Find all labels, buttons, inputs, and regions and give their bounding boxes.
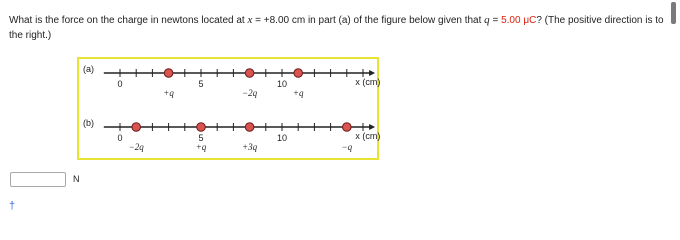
row-b-charge (343, 123, 352, 132)
row-b-axis-label: x (cm) (355, 131, 381, 141)
row-a-tag: (a) (83, 64, 94, 74)
q-variable: q (484, 14, 490, 26)
row-a-charge-label: +q (163, 88, 174, 98)
question-text (9, 13, 664, 43)
row-b-charge-label: −2q (128, 142, 144, 152)
row-a-charge (245, 69, 254, 78)
question-part: = +8.00 cm in part (a) of the figure below given that (252, 15, 485, 26)
row-b-tick-label: 0 (117, 133, 123, 143)
charge-value: 5.00 μC (501, 15, 537, 26)
row-a-charge-label: +q (292, 88, 304, 98)
row-b-charge-label: +3q (242, 142, 258, 152)
row-b-charge (245, 123, 254, 132)
row-b-charge (132, 123, 141, 132)
row-b-tag: (b) (83, 118, 94, 128)
question-part: = (489, 15, 502, 26)
row-b-charge-label: −q (341, 142, 353, 152)
row-a-tick-label: 0 (117, 79, 123, 89)
question-part: ? (The positive direction is to the right.) (9, 15, 664, 41)
row-b-tick-label: 5 (198, 133, 204, 143)
row-a-axis-arrow (369, 70, 375, 76)
charge-figure-svg (79, 59, 381, 158)
unit-label: N (73, 174, 80, 184)
row-a-tick-label: 10 (276, 79, 288, 89)
row-a-charge (164, 69, 173, 78)
row-a-charge (294, 69, 303, 78)
row-b-charge (197, 123, 206, 132)
row-b-axis-arrow (369, 124, 375, 130)
row-b-tick-label: 10 (276, 133, 288, 143)
question-part: What is the force on the charge in newtons located at (9, 15, 248, 26)
charge-figure (77, 57, 379, 160)
x-variable: x (247, 14, 253, 26)
answer-input[interactable] (10, 172, 66, 187)
row-b-charge-label: +q (195, 142, 207, 152)
row-a-charge-label: −2q (242, 88, 258, 98)
scrollbar[interactable] (671, 2, 676, 24)
row-a-axis-label: x (cm) (355, 77, 381, 87)
row-a-tick-label: 5 (198, 79, 204, 89)
hint-dagger-icon[interactable]: † (9, 200, 16, 212)
